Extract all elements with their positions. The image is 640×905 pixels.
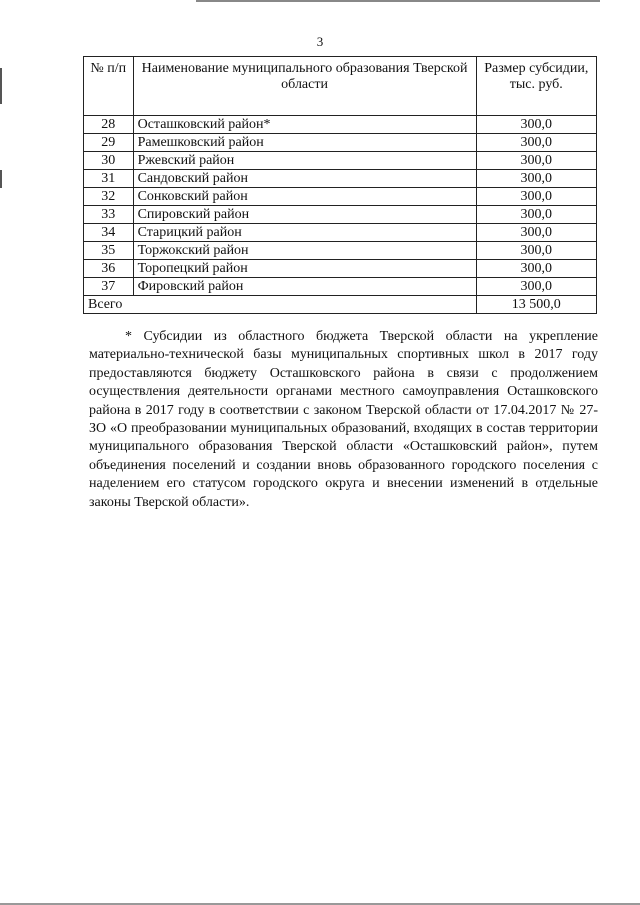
total-amount: 13 500,0	[476, 296, 596, 314]
table-row	[84, 188, 597, 206]
table-row	[84, 278, 597, 296]
header-subsidy-amount: Размер субсидии, тыс. руб.	[476, 57, 596, 116]
table-row	[84, 224, 597, 242]
row-number: 32	[84, 188, 134, 206]
row-number: 34	[84, 224, 134, 242]
row-number: 37	[84, 278, 134, 296]
table-body	[84, 116, 597, 296]
row-subsidy-amount: 300,0	[476, 152, 596, 170]
row-number: 36	[84, 260, 134, 278]
scan-edge-mark-left-lower	[0, 170, 2, 188]
row-subsidy-amount: 300,0	[476, 134, 596, 152]
total-label: Всего	[84, 296, 477, 314]
row-municipality-name: Сандовский район	[133, 170, 476, 188]
table-header	[84, 57, 597, 116]
table-row	[84, 260, 597, 278]
table-row	[84, 152, 597, 170]
scan-edge-mark-left	[0, 68, 2, 104]
header-number: № п/п	[84, 57, 134, 116]
row-number: 31	[84, 170, 134, 188]
page-number: 3	[316, 34, 324, 49]
row-subsidy-amount: 300,0	[476, 260, 596, 278]
scan-edge-mark-top	[196, 0, 600, 2]
subsidy-table	[83, 56, 597, 314]
table-row	[84, 116, 597, 134]
row-subsidy-amount: 300,0	[476, 170, 596, 188]
row-municipality-name: Сонковский район	[133, 188, 476, 206]
row-municipality-name: Ржевский район	[133, 152, 476, 170]
row-subsidy-amount: 300,0	[476, 224, 596, 242]
row-number: 29	[84, 134, 134, 152]
table-row	[84, 134, 597, 152]
table-row	[84, 242, 597, 260]
row-municipality-name: Торопецкий район	[133, 260, 476, 278]
row-municipality-name: Фировский район	[133, 278, 476, 296]
table-row	[84, 170, 597, 188]
row-subsidy-amount: 300,0	[476, 278, 596, 296]
row-number: 30	[84, 152, 134, 170]
row-municipality-name: Торжокский район	[133, 242, 476, 260]
row-municipality-name: Старицкий район	[133, 224, 476, 242]
row-number: 28	[84, 116, 134, 134]
row-subsidy-amount: 300,0	[476, 116, 596, 134]
table-row	[84, 206, 597, 224]
footnote-paragraph: * Субсидии из областного бюджета Тверской области на укрепление материально-технической базы муниципальных спортивных школ в 2017 году предоставляются бюджету Осташковского района в связи с продолжением осуществления деятельности органами местного самоуправления Осташковского района в 2017 году в соответствии с законом Тверской области от 17.04.2017 № 27-ЗО «О преобразовании муниципальных образований, входящих в состав территории муниципального образования Тверской области «Осташковский район», путем объединения поселений и создании вновь образованного городского поселения с наделением его статусом городского округа и внесении изменений в отдельные законы Тверской области».	[89, 329, 598, 510]
table-total-row	[84, 296, 597, 314]
header-municipality-name: Наименование муниципального образования Тверской области	[133, 57, 476, 116]
row-subsidy-amount: 300,0	[476, 188, 596, 206]
row-subsidy-amount: 300,0	[476, 242, 596, 260]
table-footer	[84, 296, 597, 314]
row-number: 33	[84, 206, 134, 224]
row-number: 35	[84, 242, 134, 260]
row-municipality-name: Спировский район	[133, 206, 476, 224]
row-subsidy-amount: 300,0	[476, 206, 596, 224]
row-municipality-name: Осташковский район*	[133, 116, 476, 134]
row-municipality-name: Рамешковский район	[133, 134, 476, 152]
table-header-row	[84, 57, 597, 116]
